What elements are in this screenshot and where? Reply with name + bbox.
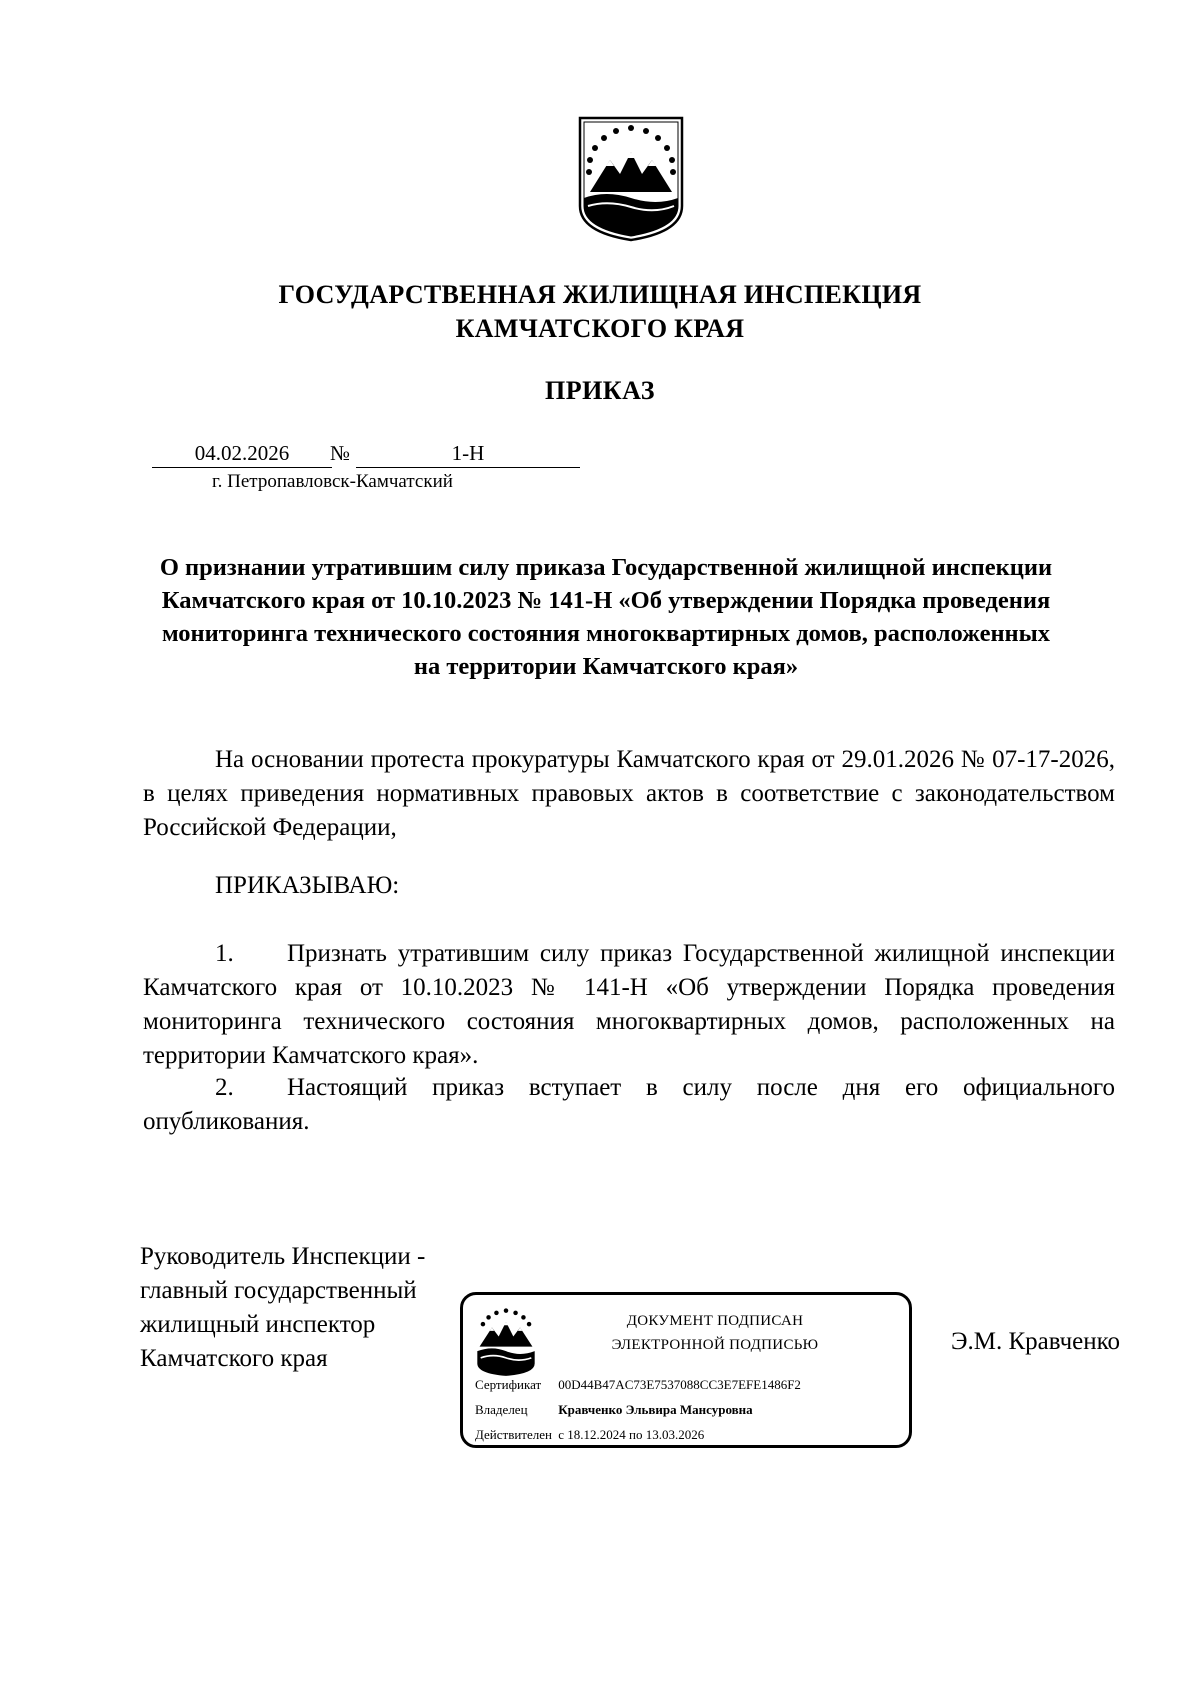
order-item-number: 1. [215,940,234,967]
registration-number: 1-Н [356,441,580,468]
stamp-certificate-row [475,1377,801,1393]
signer-role: Руководитель Инспекции - главный государственный жилищный инспектор Камчатского края [140,1243,426,1372]
stamp-coat-of-arms-icon [475,1305,537,1377]
order-item [143,937,1115,1073]
stamp-title [555,1309,875,1357]
order-word: ПРИКАЗЫВАЮ: [215,872,400,899]
certificate-value: 00D44B47AC73E7537088CC3E7EFE1486F2 [558,1377,801,1392]
certificate-label: Сертификат [475,1377,542,1392]
e-signature-stamp [460,1292,912,1448]
order-item-text: Настоящий приказ вступает в силу после дня его официального опубликования. [143,1074,1115,1135]
stamp-validity-row [475,1427,704,1443]
order-item-number: 2. [215,1074,234,1101]
stamp-owner-row [475,1402,753,1418]
validity-value: с 18.12.2024 по 13.03.2026 [558,1427,705,1442]
owner-value: Кравченко Эльвира Мансуровна [558,1402,753,1417]
signer-name: Э.М. Кравченко [950,1328,1120,1355]
validity-label: Действителен [475,1427,552,1442]
basis-paragraph: На основании протеста прокуратуры Камчатского края от 29.01.2026 № 07-17-2026, в целях приведения нормативных правовых актов в соответствие с законодательством Российской Федерации, [143,746,1115,841]
issue-place: г. Петропавловск-Камчатский [212,471,453,492]
stamp-title-line2: ЭЛЕКТРОННОЙ ПОДПИСЬЮ [611,1337,819,1353]
kamchatka-coat-of-arms-icon [576,114,686,242]
org-name-line2: КАМЧАТСКОГО КРАЯ [455,314,745,343]
document-type: ПРИКАЗ [544,376,656,405]
document-title: О признании утратившим силу приказа Государственной жилищной инспекции Камчатского края от 10.10.2023 № 141-Н «Об утверждении Порядка проведения мониторинга технического состояния многоквартирных домов, расположенных на территории Камчатского края» [159,554,1053,680]
org-name-line1: ГОСУДАРСТВЕННАЯ ЖИЛИЩНАЯ ИНСПЕКЦИЯ [278,280,922,309]
registration-number-sign: № [330,441,351,465]
owner-label: Владелец [475,1402,528,1417]
stamp-title-line1: ДОКУМЕНТ ПОДПИСАН [626,1313,804,1329]
order-item [143,1071,1115,1139]
order-item-text: Признать утратившим силу приказ Государственной жилищной инспекции Камчатского края от 10.10.2023 № 141-Н «Об утверждении Порядка проведения мониторинга технического состояния многоквартирных домов, расположенных на территории Камчатского края». [143,940,1115,1069]
registration-date: 04.02.2026 [152,441,332,468]
